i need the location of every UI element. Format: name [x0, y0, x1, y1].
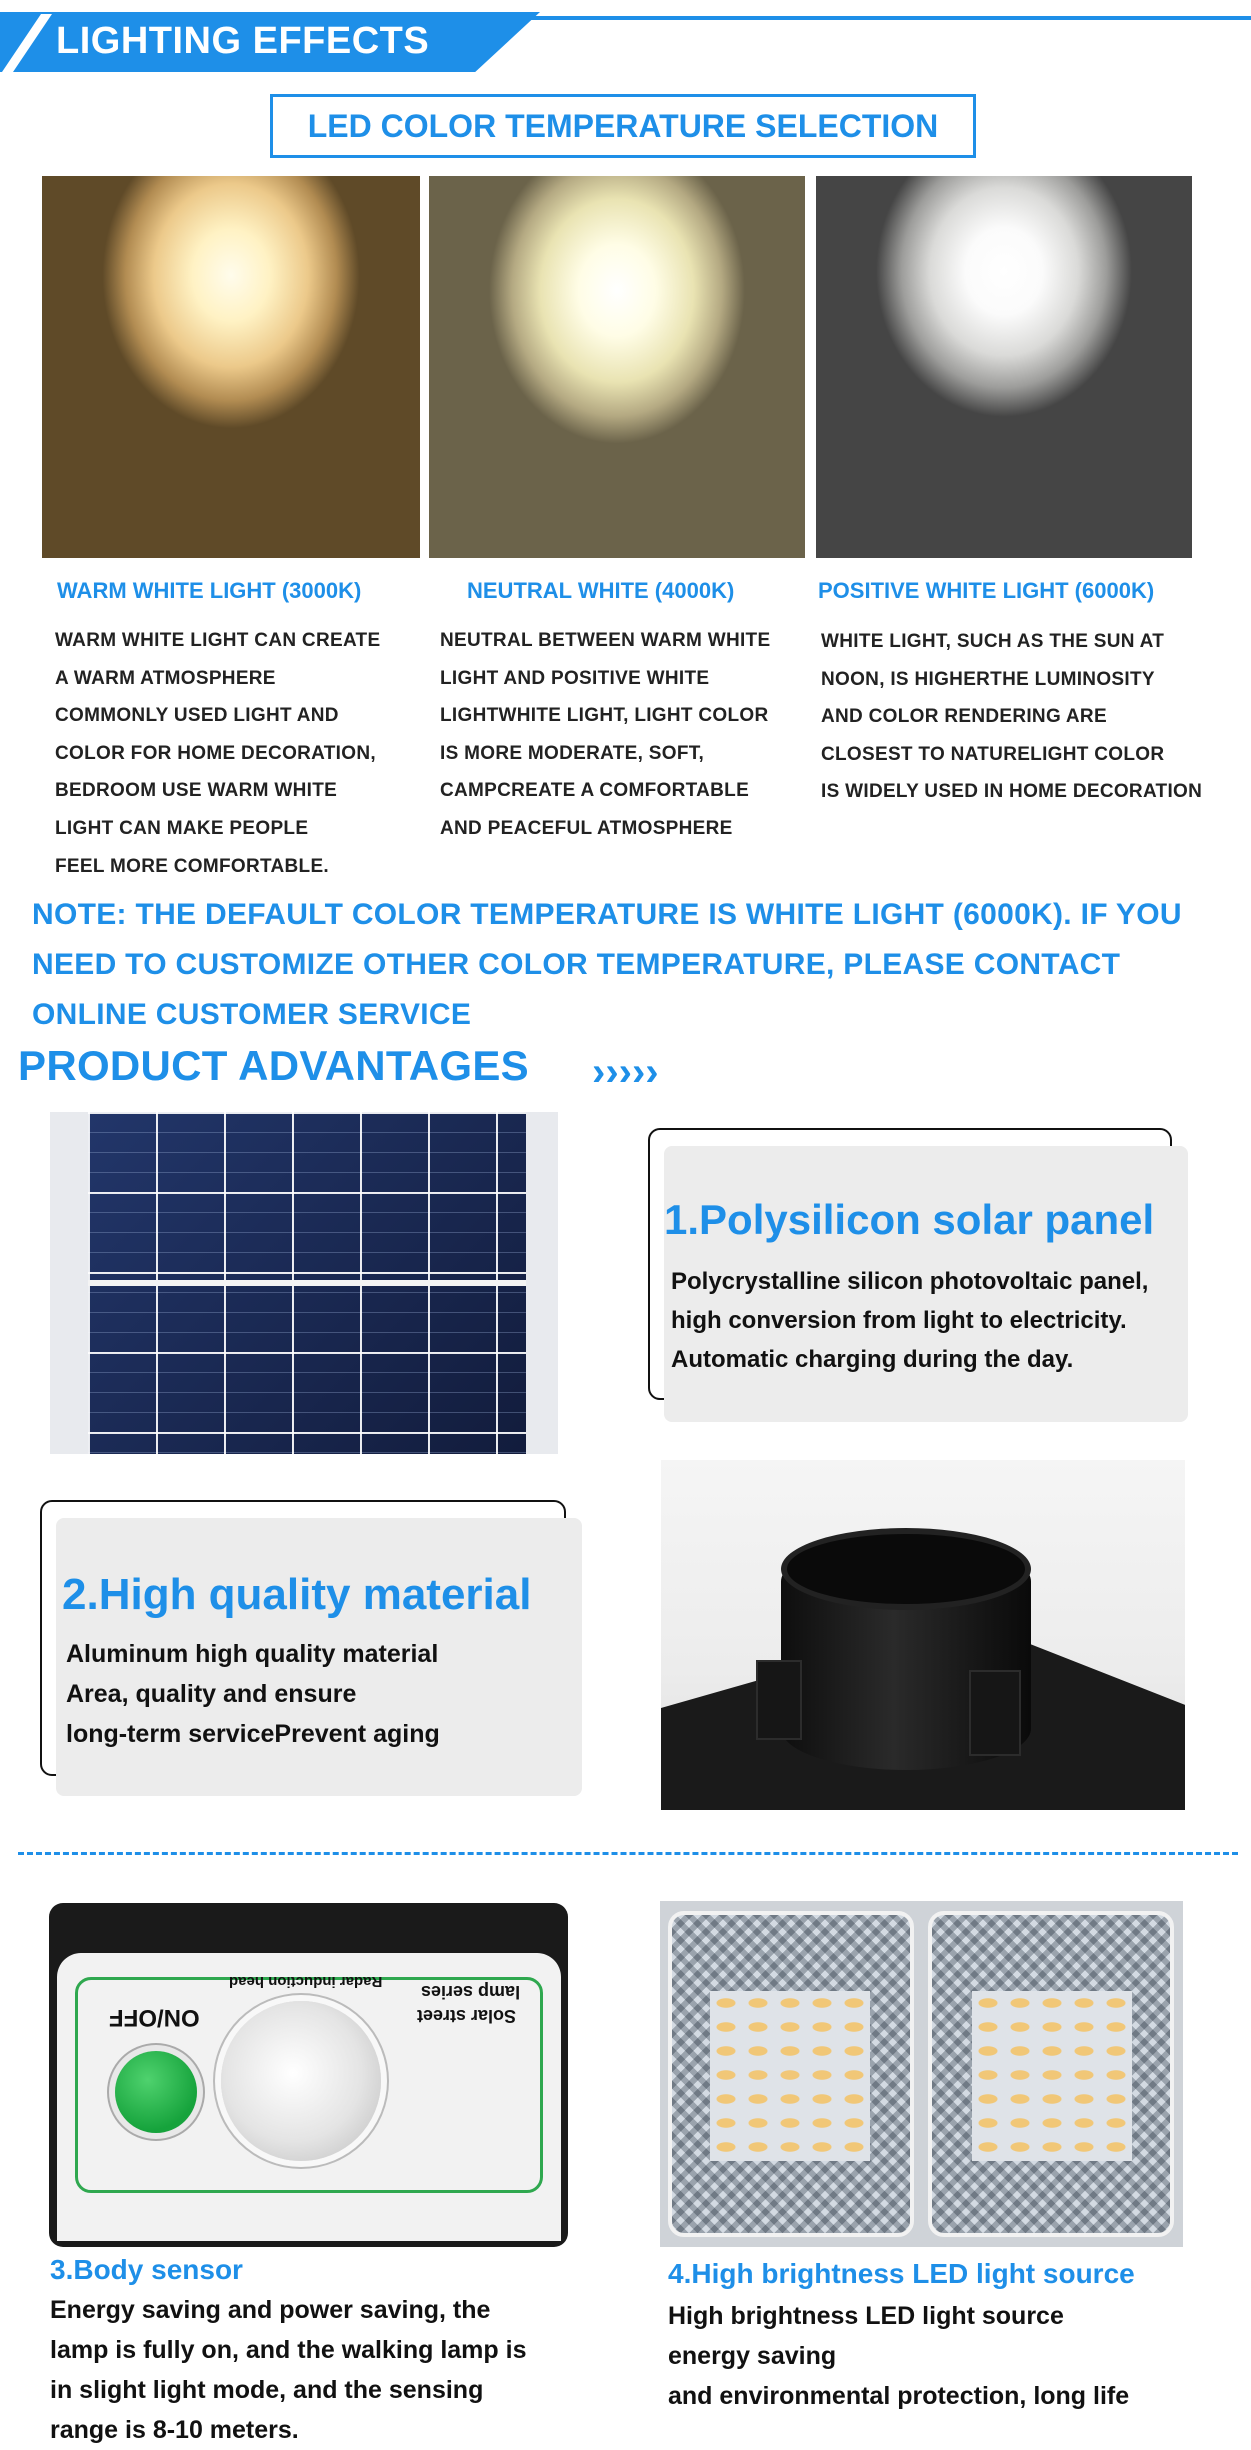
aluminum-pole-mount-image — [661, 1460, 1185, 1810]
section-divider — [18, 1852, 1238, 1855]
led-selection-heading: LED COLOR TEMPERATURE SELECTION — [270, 94, 976, 158]
sensor-on-off-label: ON/OFF — [109, 2004, 200, 2031]
warm-light-description: WARM WHITE LIGHT CAN CREATE A WARM ATMOSPHERE COMMONLY USED LIGHT AND COLOR FOR HOME DECORATION, BEDROOM USE WARM WHITE LIGHT CAN MAKE PEOPLE FEEL MORE COMFORTABLE. — [55, 630, 381, 877]
feature-1-card — [664, 1146, 1188, 1422]
neutral-light-description: NEUTRAL BETWEEN WARM WHITE LIGHT AND POSITIVE WHITE LIGHTWHITE LIGHT, LIGHT COLOR IS MORE MODERATE, SOFT, CAMPCREATE A COMFORTABLE AND PEACEFUL ATMOSPHERE — [440, 630, 771, 839]
positive-white-light-image — [816, 176, 1192, 558]
section-title-lighting-effects: LIGHTING EFFECTS — [56, 20, 430, 62]
sensor-radar-label: Radar induction head — [229, 1973, 383, 1990]
feature-2-text: Aluminum high quality material Area, quality and ensure long-term servicePrevent aging — [66, 1640, 440, 1748]
warm-light-caption: WARM WHITE LIGHT (3000K) — [57, 578, 362, 603]
product-advantages-title: PRODUCT ADVANTAGES — [18, 1042, 529, 1089]
power-button-icon — [115, 2051, 197, 2133]
body-sensor-image — [49, 1903, 568, 2247]
feature-3-text: Energy saving and power saving, the lamp is fully on, and the walking lamp is in slight light mode, and the sensing range is 8-10 meters. — [50, 2296, 527, 2444]
feature-3-title: 3.Body sensor — [50, 2254, 243, 2285]
feature-2-title: 2.High quality material — [62, 1570, 532, 1619]
radar-sensor-icon — [221, 2001, 381, 2161]
sensor-series-label-2: lamp series — [421, 1982, 521, 2002]
solar-panel-image — [50, 1112, 558, 1454]
led-light-source-image — [660, 1901, 1183, 2247]
neutral-light-caption: NEUTRAL WHITE (4000K) — [467, 578, 735, 603]
feature-2-card — [56, 1518, 582, 1796]
positive-light-caption: POSITIVE WHITE LIGHT (6000K) — [818, 578, 1155, 603]
neutral-light-image — [429, 176, 805, 558]
chevrons-icon: ››››› — [592, 1050, 659, 1094]
warm-light-image — [42, 176, 420, 558]
positive-light-description: WHITE LIGHT, SUCH AS THE SUN AT NOON, IS HIGHERTHE LUMINOSITY AND COLOR RENDERING ARE CLOSEST TO NATURELIGHT COLOR IS WIDELY USED IN HOME DECORATION — [821, 631, 1203, 803]
color-temperature-note: NOTE: THE DEFAULT COLOR TEMPERATURE IS WHITE LIGHT (6000K). IF YOU NEED TO CUSTOMIZE OTHER COLOR TEMPERATURE, PLEASE CONTACT ONLINE CUSTOMER SERVICE — [32, 898, 1182, 1031]
feature-1-text: Polycrystalline silicon photovoltaic panel, high conversion from light to electricity. Automatic charging during the day. — [671, 1268, 1149, 1373]
sensor-series-label-1: Solar street — [417, 2006, 517, 2026]
feature-4-title: 4.High brightness LED light source — [668, 2258, 1135, 2289]
feature-4-text: High brightness LED light source energy saving and environmental protection, long life — [668, 2302, 1130, 2410]
feature-1-title: 1.Polysilicon solar panel — [664, 1196, 1155, 1243]
